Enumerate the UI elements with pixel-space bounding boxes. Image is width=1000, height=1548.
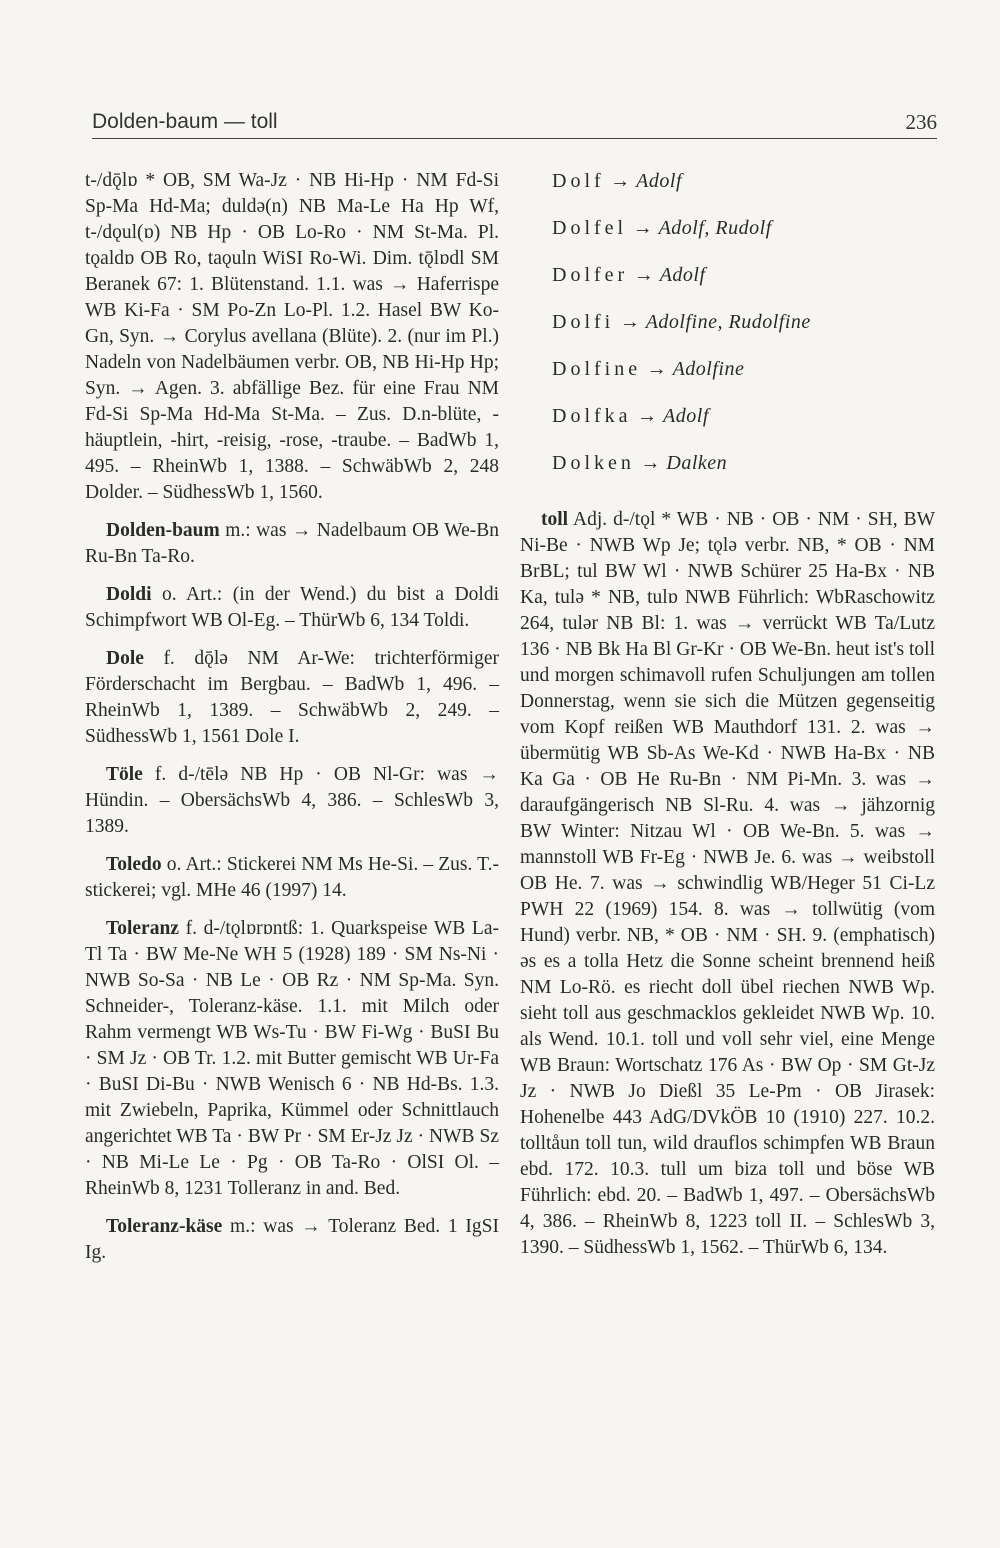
dictionary-entry xyxy=(85,852,499,904)
cross-reference-entry xyxy=(552,262,935,289)
left-column xyxy=(85,168,499,1278)
entry-text: Adj. d-/tǫl * WB · NB · OB · NM · SH, BW Ni-Be · NWB Wp Je; tǫlə verbr. NB, * OB · NM BrBL; tul BW Wl · NWB Schürer 25 Ha-Bx · NB Ka, tulə * NB, tulɒ NWB Führlich: WbRaschowitz 264, tulər NB Bl: 1. was → verrückt WB Ta/Lutz 136 · NB Bk Ha Bl Gr-Kr · OB We-Bn. heut ist's toll und morgen schimavoll rufen Schuljungen am tollen Donnerstag, wenn sie sich die Mützen gegenseitig vom Kopf reißen WB Mauthdorf 131. 2. was → übermütig WB Sb-As We-Kd · NWB Ha-Bx · NB Ka Ga · OB He Ru-Bn · NM Pi-Mn. 3. was → daraufgängerisch NB Sl-Ru. 4. was → jähzornig BW Winter: Nitzau Wl · OB We-Bn. 5. was → mannstoll WB Fr-Eg · NWB Je. 6. was → weibstoll OB He. 7. was → schwindlig WB/Heger 51 Ci-Lz PWH 22 (1969) 154. 8. was → tollwütig (vom Hund) verbr. NB, * OB · NM · SH. 9. (emphatisch) əs es a tolla Hetz die Sonne scheint brennend heiß NM Lo-Rö. es riecht doll übel riechen NWB Wp. sieht toll aus geschmacklos gekleidet NWB Wp. 10. als Wend. 10.1. toll und voll sehr viel, eine Menge WB Braun: Wortschatz 176 As · BW Op · SM Gt-Jz Jz · NWB Jo Dießl 35 Le-Pm · OB Jirasek: Hohenelbe 443 AdG/DVkÖB 10 (1910) 227. 10.2. tolltåun toll tun, wild drauflos schimpfen WB Braun ebd. 172. 10.3. tull um biza toll und böse WB Führlich: ebd. 20. – BadWb 1, 497. – ObersächsWb 4, 386. – RheinWb 8, 1223 toll II. – SchlesWb 3, 1390. – SüdhessWb 1, 1562. – ThürWb 6, 134. xyxy=(520,509,935,1258)
dictionary-entry-continuation xyxy=(85,168,499,506)
dictionary-entry xyxy=(85,1214,499,1266)
arrow-icon: → xyxy=(646,358,668,380)
arrow-icon: → xyxy=(619,311,641,333)
entry-headword: Doldi xyxy=(106,584,152,605)
ref-headword: Dolf xyxy=(552,170,605,192)
entry-text: m.: was → Nadelbaum OB We-Bn Ru-Bn Ta-Ro. xyxy=(85,520,499,567)
entry-headword: Toleranz-käse xyxy=(106,1216,223,1237)
right-column xyxy=(520,168,935,1273)
ref-headword: Dolfer xyxy=(552,264,629,286)
ref-headword: Dolfka xyxy=(552,405,632,427)
entry-text: t-/dǭlɒ * OB, SM Wa-Jz · NB Hi-Hp · NM Fd-Si Sp-Ma Hd-Ma; duldə(n) NB Ma-Le Ha Hp Wf, t-/dǫul(ɒ) NB Hp · OB Lo-Ro · NM St-Ma. Pl. tǫaldɒ OB Ro, taǫuln WiSI Ro-Wi. Dim. tǭlɒdl SM Beranek 67: 1. Blütenstand. 1.1. was → Haferrispe WB Ki-Fa · SM Po-Zn Lo-Pl. 1.2. Hasel BW Ko-Gn, Syn. → Corylus avellana (Blüte). 2. (nur im Pl.) Nadeln von Nadelbäumen verbr. OB, NB Hi-Hp Hp; Syn. → Agen. 3. abfällige Bez. für eine Frau NM Fd-Si Sp-Ma Hd-Ma St-Ma. – Zus. D.n-blüte, -häuptlein, -hirt, -reisig, -rose, -traube. – BadWb 1, 495. – RheinWb 1, 1388. – SchwäbWb 2, 248 Dolder. – SüdhessWb 1, 1560. xyxy=(85,170,499,503)
entry-headword: Dolden-baum xyxy=(106,520,220,541)
dictionary-entry-toll xyxy=(520,507,935,1261)
cross-reference-entry xyxy=(552,450,935,477)
running-head xyxy=(92,104,937,139)
ref-headword: Dolken xyxy=(552,452,635,474)
page-title: Dolden-baum — toll xyxy=(92,110,278,133)
ref-target: Adolf, Rudolf xyxy=(658,217,772,239)
ref-target: Adolfine, Rudolfine xyxy=(645,311,811,333)
cross-reference-entry xyxy=(552,215,935,242)
cross-reference-entry xyxy=(552,309,935,336)
dictionary-entry xyxy=(85,518,499,570)
cross-reference-entry xyxy=(552,403,935,430)
entry-headword: Toleranz xyxy=(106,918,179,939)
entry-text: f. d-/tǫlɒrɒntß: 1. Quarkspeise WB La-Tl Ta · BW Me-Ne WH 5 (1928) 189 · SM Ns-Ni · NWB So-Sa · NB Le · OB Rz · NM Sp-Ma. Syn. Schneider-, Toleranz-käse. 1.1. mit Milch oder Rahm vermengt WB Ws-Tu · BW Fi-Wg · BuSI Bu · SM Jz · OB Tr. 1.2. mit Butter gemischt WB Ur-Fa · BuSI Di-Bu · NWB Wenisch 6 · NB Hd-Bs. 1.3. mit Zwiebeln, Paprika, Kümmel oder Schnittlauch angerichtet WB Ta · BW Pr · SM Er-Jz Jz · NWB Sz · NB Mi-Le Le · Pg · OB Ta-Ro · OlSI Ol. – RheinWb 8, 1231 Tolleranz in and. Bed. xyxy=(85,918,499,1199)
entry-text: m.: was → Toleranz Bed. 1 IgSI Ig. xyxy=(85,1216,499,1263)
entry-text: f. dǭlə NM Ar-We: trichterförmiger Förderschacht im Bergbau. – BadWb 1, 496. – RheinWb 1, 1389. – SchwäbWb 2, 249. – SüdhessWb 1, 1561 Dole I. xyxy=(85,648,499,747)
ref-target: Adolfine xyxy=(672,358,745,380)
arrow-icon: → xyxy=(640,452,661,474)
entry-text: o. Art.: Stickerei NM Ms He-Si. – Zus. T.-stickerei; vgl. MHe 46 (1997) 14. xyxy=(85,854,499,901)
ref-headword: Dolfine xyxy=(552,358,642,380)
dictionary-entry xyxy=(85,646,499,750)
entry-text: o. Art.: (in der Wend.) du bist a Doldi Schimpfwort WB Ol-Eg. – ThürWb 6, 134 Toldi. xyxy=(85,584,499,631)
ref-target: Adolf xyxy=(663,405,709,427)
ref-target: Adolf xyxy=(659,264,706,286)
arrow-icon: → xyxy=(610,170,631,192)
ref-headword: Dolfi xyxy=(552,311,615,333)
arrow-icon: → xyxy=(632,217,654,239)
ref-target: Dalken xyxy=(666,452,728,474)
dictionary-entry xyxy=(85,762,499,840)
entry-headword: toll xyxy=(541,509,569,530)
cross-reference-entry xyxy=(552,168,935,195)
dictionary-entry xyxy=(85,916,499,1202)
ref-headword: Dolfel xyxy=(552,217,628,239)
entry-headword: Dole xyxy=(106,648,144,669)
dictionary-entry xyxy=(85,582,499,634)
entry-headword: Töle xyxy=(106,764,143,785)
entry-headword: Toledo xyxy=(106,854,162,875)
entry-text: f. d-/tēlə NB Hp · OB Nl-Gr: was → Hündin. – ObersächsWb 4, 386. – SchlesWb 3, 1389. xyxy=(85,764,499,837)
arrow-icon: → xyxy=(637,405,658,427)
page-number: 236 xyxy=(905,110,937,134)
arrow-icon: → xyxy=(633,264,655,286)
ref-target: Adolf xyxy=(636,170,683,192)
cross-reference-entry xyxy=(552,356,935,383)
